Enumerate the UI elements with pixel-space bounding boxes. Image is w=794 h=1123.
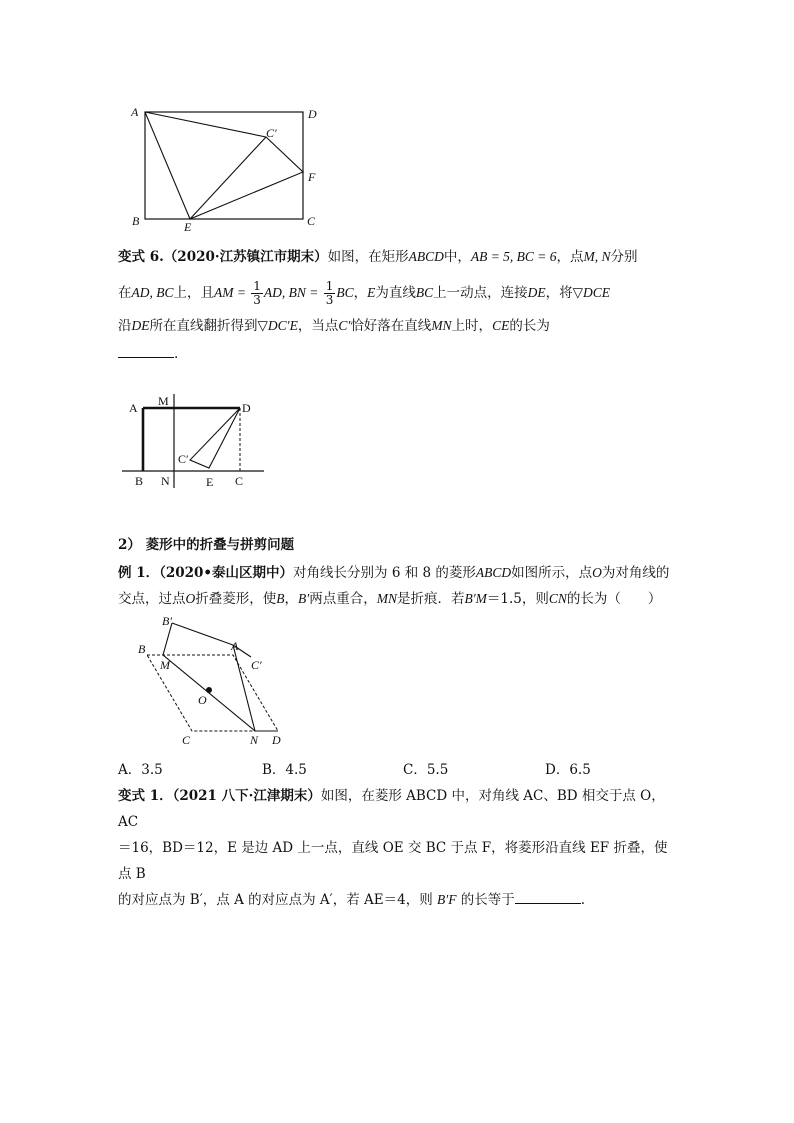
section-title: 2） 菱形中的折叠与拼剪问题 [118,537,295,553]
text: 为对角线的 [601,565,670,581]
variant-1-source: （2021 八下·江津期末） [172,788,321,804]
label-Cprime: C′ [266,126,277,140]
option-b[interactable]: B．4.5 [262,762,307,778]
label-D: D [308,107,317,121]
math: B [276,591,285,606]
text: ，点 [556,249,584,265]
text: 分别 [610,249,638,265]
text: 的对应点为 B′，点 A 的对应点为 A′，若 AE＝4，则 [118,892,433,908]
label-A: A [129,401,138,415]
text: 在 [118,285,132,301]
text: 两点重合， [309,591,377,607]
math: O [185,591,196,606]
example-1-source: （2020•泰山区期中） [159,565,294,581]
math: B′F [437,892,457,907]
label-A: A [131,105,139,119]
variant-6-line-4 [118,341,678,367]
math: AB = 5, BC = 6 [470,249,557,264]
denominator: 3 [325,293,334,307]
text: 中， [443,249,471,265]
example-1-tag: 例 1． [118,565,160,581]
label-B: B [132,214,140,228]
text: 的长等于 [460,892,515,908]
example-1-question [118,560,678,612]
label-N: N [161,474,170,488]
text: 是折痕．若 [396,591,465,607]
variant-6-source: （2020·江苏镇江市期末） [163,249,328,265]
text: . [174,346,179,362]
label-D: D [272,733,281,747]
text: ，当点 [297,318,339,334]
math: AD, BC [131,285,174,300]
text: ，将 [545,285,573,301]
label-M: M [160,658,170,672]
text: 的长为（ ） [566,591,662,607]
math: CN [548,591,567,606]
math: ABCD [475,565,512,580]
fraction-one-third [251,280,263,307]
variant-6-question [118,244,678,367]
text: 沿 [118,318,132,334]
math: C′ [338,318,351,333]
label-B: B [135,474,144,488]
figure-rectangle-fold [125,100,335,235]
label-C: C [182,733,191,747]
label-B: B [138,642,146,656]
label-Bprime: B′ [162,614,172,628]
label-M: M [158,394,169,408]
option-c[interactable]: C．5.5 [403,762,449,778]
numerator: 1 [325,279,334,293]
figure-rectangle-mn-fold [120,388,270,494]
math: ▽DCE [572,285,611,300]
math: B′M [464,591,487,606]
option-a[interactable]: A．3.5 [118,762,163,778]
label-A: A [231,639,239,653]
label-E: E [206,475,214,489]
answer-blank[interactable] [118,343,174,358]
variant-1-line-1 [118,783,678,835]
variant-6-line-2 [118,280,678,307]
math: AD, BN = [263,285,319,300]
text: . [580,892,586,908]
label-N: N [250,733,259,747]
text: 的长为 [509,318,550,334]
math: DE [527,285,546,300]
variant-1-tag: 变式 1． [118,788,173,804]
label-Cprime: C′ [251,658,262,672]
variant-1-line-3 [118,887,678,913]
math: AM = [214,285,246,300]
text: 如图，在菱形 ABCD 中，对角线 AC、BD 相交于点 O，AC [118,788,665,830]
answer-blank[interactable] [515,889,581,904]
label-D: D [242,401,251,415]
fraction-one-third [324,280,336,307]
text: ， [284,591,298,607]
variant-6-tag: 变式 6. [118,249,164,265]
math: BC [336,285,354,300]
math: MN [431,318,452,333]
text: 折叠菱形，使 [195,591,277,607]
math: E [367,285,376,300]
example-1-line-2 [118,586,678,612]
variant-1-question [118,783,678,913]
label-O: O [198,693,207,707]
math: B′ [298,591,310,606]
label-Cprime: C′ [178,452,189,466]
math: ▽DC′E [257,318,298,333]
figure-rhombus-fold [130,613,290,748]
variant-1-line-2: ＝16，BD＝12，E 是边 AD 上一点，直线 OE 交 BC 于点 F，将菱形沿直线 EF 折叠，使点 B [118,840,668,882]
text: 如图所示，点 [511,565,593,581]
label-E: E [184,220,192,234]
math: DE [131,318,150,333]
math: M, N [583,249,611,264]
label-C: C [307,214,316,228]
math: O [592,565,602,580]
text: 上，且 [173,285,214,301]
text: ， [353,285,368,301]
variant-6-line-1 [118,244,678,270]
math: MN [376,591,397,606]
text: 上时， [451,318,493,334]
math: CE [492,318,510,333]
text: 所在直线翻折得到 [149,318,258,334]
text: 恰好落在直线 [350,318,432,334]
text: 对角线长分别为 6 和 8 的菱形 [293,565,476,581]
text: 上一动点，连接 [433,285,528,301]
variant-6-line-3 [118,313,678,339]
text: ＝1.5，则 [486,591,549,607]
option-d[interactable]: D．6.5 [545,762,591,778]
numerator: 1 [253,279,261,293]
label-F: F [308,170,316,184]
text: 为直线 [375,285,416,301]
text: 交点，过点 [118,591,186,607]
text: 如图，在矩形 [327,249,409,265]
example-1-line-1 [118,560,678,586]
denominator: 3 [253,293,261,307]
label-C: C [235,474,244,488]
math: ABCD [408,249,444,264]
math: BC [415,285,434,300]
